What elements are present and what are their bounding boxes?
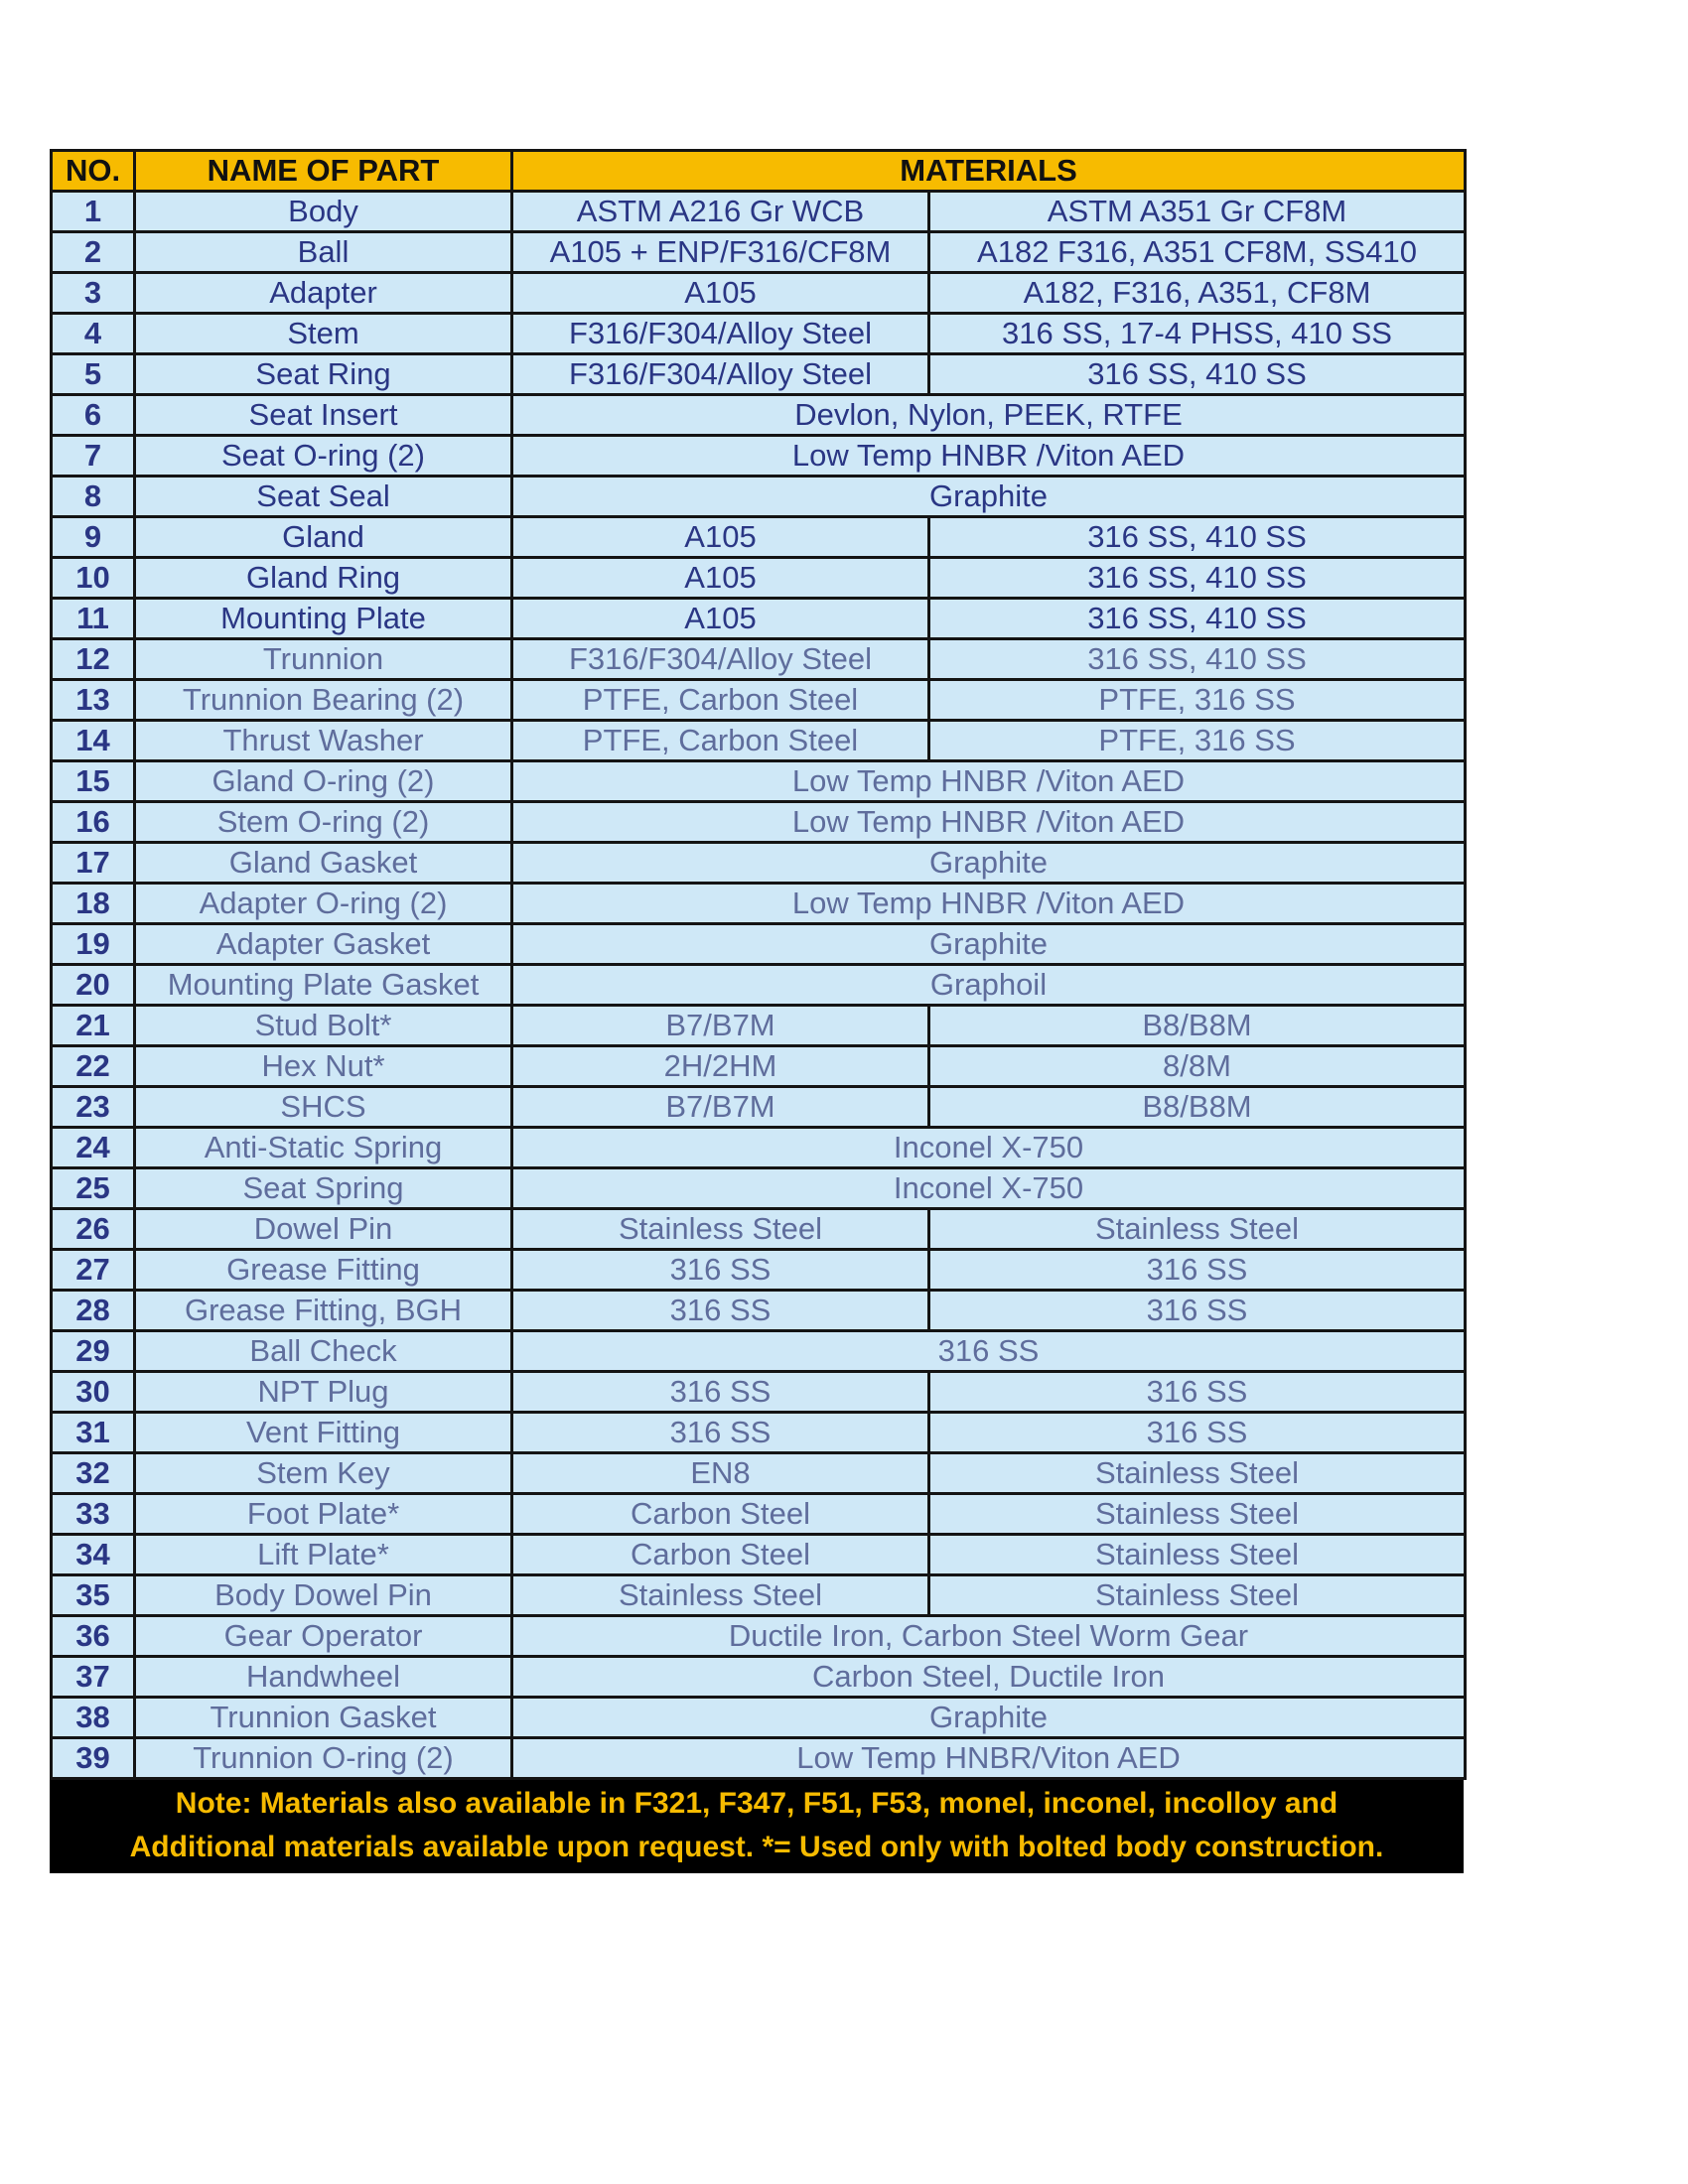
table-row (52, 1575, 1466, 1616)
material-combined: Low Temp HNBR /Viton AED (512, 436, 1466, 477)
table-row (52, 517, 1466, 558)
row-number: 27 (52, 1250, 135, 1291)
material-option-2: PTFE, 316 SS (929, 680, 1466, 721)
material-option-1: B7/B7M (512, 1087, 929, 1128)
table-row (52, 965, 1466, 1006)
part-name: Stem O-ring (2) (135, 802, 512, 843)
material-combined: Inconel X-750 (512, 1168, 1466, 1209)
row-number: 38 (52, 1698, 135, 1738)
part-name: Mounting Plate (135, 599, 512, 639)
table-row (52, 1168, 1466, 1209)
row-number: 36 (52, 1616, 135, 1657)
row-number: 17 (52, 843, 135, 884)
materials-sheet (50, 149, 1464, 1873)
note-line-1: Note: Materials also available in F321, F347, F51, F53, monel, inconel, incolloy and (175, 1787, 1338, 1820)
table-row (52, 232, 1466, 273)
material-option-2: 316 SS (929, 1291, 1466, 1331)
table-row (52, 1616, 1466, 1657)
material-option-1: 2H/2HM (512, 1046, 929, 1087)
table-row (52, 1209, 1466, 1250)
part-name: Body Dowel Pin (135, 1575, 512, 1616)
table-row (52, 761, 1466, 802)
row-number: 22 (52, 1046, 135, 1087)
table-row (52, 1657, 1466, 1698)
table-row (52, 884, 1466, 924)
table-row (52, 721, 1466, 761)
part-name: Adapter Gasket (135, 924, 512, 965)
part-name: Gland Gasket (135, 843, 512, 884)
part-name: Grease Fitting, BGH (135, 1291, 512, 1331)
table-row (52, 477, 1466, 517)
material-option-1: F316/F304/Alloy Steel (512, 639, 929, 680)
part-name: Thrust Washer (135, 721, 512, 761)
row-number: 14 (52, 721, 135, 761)
material-option-1: A105 (512, 273, 929, 314)
header-materials: MATERIALS (512, 151, 1466, 192)
row-number: 13 (52, 680, 135, 721)
row-number: 8 (52, 477, 135, 517)
material-combined: Low Temp HNBR /Viton AED (512, 802, 1466, 843)
part-name: Seat Seal (135, 477, 512, 517)
table-row (52, 802, 1466, 843)
row-number: 19 (52, 924, 135, 965)
material-option-2: A182, F316, A351, CF8M (929, 273, 1466, 314)
table-row (52, 1738, 1466, 1779)
material-combined: Low Temp HNBR /Viton AED (512, 884, 1466, 924)
part-name: Adapter (135, 273, 512, 314)
material-option-2: Stainless Steel (929, 1453, 1466, 1494)
row-number: 5 (52, 354, 135, 395)
part-name: Ball (135, 232, 512, 273)
material-option-1: 316 SS (512, 1372, 929, 1413)
part-name: Ball Check (135, 1331, 512, 1372)
row-number: 26 (52, 1209, 135, 1250)
material-combined: Carbon Steel, Ductile Iron (512, 1657, 1466, 1698)
material-combined: Ductile Iron, Carbon Steel Worm Gear (512, 1616, 1466, 1657)
table-row (52, 680, 1466, 721)
row-number: 9 (52, 517, 135, 558)
part-name: Stud Bolt* (135, 1006, 512, 1046)
material-option-2: 316 SS, 410 SS (929, 639, 1466, 680)
material-option-1: F316/F304/Alloy Steel (512, 314, 929, 354)
table-row (52, 1453, 1466, 1494)
table-row (52, 395, 1466, 436)
table-row (52, 314, 1466, 354)
part-name: Gear Operator (135, 1616, 512, 1657)
table-row (52, 1128, 1466, 1168)
part-name: Trunnion (135, 639, 512, 680)
row-number: 10 (52, 558, 135, 599)
table-row (52, 843, 1466, 884)
material-combined: Low Temp HNBR/Viton AED (512, 1738, 1466, 1779)
row-number: 28 (52, 1291, 135, 1331)
table-row (52, 1494, 1466, 1535)
row-number: 37 (52, 1657, 135, 1698)
row-number: 25 (52, 1168, 135, 1209)
table-row (52, 1372, 1466, 1413)
row-number: 15 (52, 761, 135, 802)
material-combined: Graphite (512, 843, 1466, 884)
material-option-1: A105 (512, 558, 929, 599)
part-name: Gland O-ring (2) (135, 761, 512, 802)
row-number: 24 (52, 1128, 135, 1168)
row-number: 29 (52, 1331, 135, 1372)
part-name: Vent Fitting (135, 1413, 512, 1453)
part-name: Hex Nut* (135, 1046, 512, 1087)
material-combined: Graphite (512, 1698, 1466, 1738)
part-name: Trunnion Bearing (2) (135, 680, 512, 721)
row-number: 23 (52, 1087, 135, 1128)
row-number: 6 (52, 395, 135, 436)
header-name-of-part: NAME OF PART (135, 151, 512, 192)
part-name: Trunnion O-ring (2) (135, 1738, 512, 1779)
table-row (52, 924, 1466, 965)
material-option-2: 316 SS, 410 SS (929, 517, 1466, 558)
header-no: NO. (52, 151, 135, 192)
row-number: 35 (52, 1575, 135, 1616)
material-option-1: B7/B7M (512, 1006, 929, 1046)
material-option-2: A182 F316, A351 CF8M, SS410 (929, 232, 1466, 273)
material-option-2: Stainless Steel (929, 1209, 1466, 1250)
row-number: 30 (52, 1372, 135, 1413)
table-row (52, 599, 1466, 639)
material-option-1: 316 SS (512, 1413, 929, 1453)
table-row (52, 639, 1466, 680)
part-name: Grease Fitting (135, 1250, 512, 1291)
row-number: 12 (52, 639, 135, 680)
table-row (52, 354, 1466, 395)
part-name: Gland Ring (135, 558, 512, 599)
part-name: Trunnion Gasket (135, 1698, 512, 1738)
material-option-2: 316 SS (929, 1413, 1466, 1453)
material-option-2: 8/8M (929, 1046, 1466, 1087)
note-line-2: Additional materials available upon request. *= Used only with bolted body construction. (129, 1831, 1384, 1863)
material-combined: Inconel X-750 (512, 1128, 1466, 1168)
table-row (52, 436, 1466, 477)
material-option-2: B8/B8M (929, 1006, 1466, 1046)
row-number: 33 (52, 1494, 135, 1535)
material-combined: Graphoil (512, 965, 1466, 1006)
part-name: Seat Insert (135, 395, 512, 436)
material-combined: Graphite (512, 924, 1466, 965)
part-name: SHCS (135, 1087, 512, 1128)
material-option-2: ASTM A351 Gr CF8M (929, 192, 1466, 232)
material-option-1: Stainless Steel (512, 1575, 929, 1616)
table-row (52, 1413, 1466, 1453)
material-option-2: 316 SS, 17-4 PHSS, 410 SS (929, 314, 1466, 354)
row-number: 1 (52, 192, 135, 232)
part-name: Foot Plate* (135, 1494, 512, 1535)
table-row (52, 1535, 1466, 1575)
row-number: 34 (52, 1535, 135, 1575)
parts-materials-table (50, 149, 1467, 1780)
table-row (52, 1291, 1466, 1331)
material-option-2: 316 SS (929, 1372, 1466, 1413)
material-option-2: Stainless Steel (929, 1575, 1466, 1616)
row-number: 21 (52, 1006, 135, 1046)
row-number: 7 (52, 436, 135, 477)
table-row (52, 1331, 1466, 1372)
part-name: Gland (135, 517, 512, 558)
material-option-2: 316 SS, 410 SS (929, 599, 1466, 639)
table-row (52, 1087, 1466, 1128)
material-option-1: ASTM A216 Gr WCB (512, 192, 929, 232)
table-body (52, 192, 1466, 1779)
material-option-1: 316 SS (512, 1250, 929, 1291)
part-name: Lift Plate* (135, 1535, 512, 1575)
part-name: Seat Spring (135, 1168, 512, 1209)
part-name: Seat Ring (135, 354, 512, 395)
material-option-2: 316 SS, 410 SS (929, 354, 1466, 395)
part-name: Stem Key (135, 1453, 512, 1494)
material-combined: Devlon, Nylon, PEEK, RTFE (512, 395, 1466, 436)
table-row (52, 273, 1466, 314)
part-name: Dowel Pin (135, 1209, 512, 1250)
material-option-1: A105 (512, 599, 929, 639)
table-row (52, 1006, 1466, 1046)
table-row (52, 558, 1466, 599)
material-option-1: Carbon Steel (512, 1494, 929, 1535)
row-number: 11 (52, 599, 135, 639)
row-number: 18 (52, 884, 135, 924)
row-number: 31 (52, 1413, 135, 1453)
row-number: 3 (52, 273, 135, 314)
row-number: 2 (52, 232, 135, 273)
material-combined: Low Temp HNBR /Viton AED (512, 761, 1466, 802)
row-number: 32 (52, 1453, 135, 1494)
table-row (52, 1250, 1466, 1291)
material-option-2: Stainless Steel (929, 1494, 1466, 1535)
part-name: Stem (135, 314, 512, 354)
row-number: 39 (52, 1738, 135, 1779)
material-option-1: A105 + ENP/F316/CF8M (512, 232, 929, 273)
row-number: 16 (52, 802, 135, 843)
material-option-2: 316 SS (929, 1250, 1466, 1291)
table-row (52, 1046, 1466, 1087)
material-option-1: F316/F304/Alloy Steel (512, 354, 929, 395)
material-option-1: Carbon Steel (512, 1535, 929, 1575)
part-name: Anti-Static Spring (135, 1128, 512, 1168)
table-header-row (52, 151, 1466, 192)
material-combined: 316 SS (512, 1331, 1466, 1372)
material-option-1: 316 SS (512, 1291, 929, 1331)
material-option-2: B8/B8M (929, 1087, 1466, 1128)
part-name: Mounting Plate Gasket (135, 965, 512, 1006)
part-name: Seat O-ring (2) (135, 436, 512, 477)
material-option-2: Stainless Steel (929, 1535, 1466, 1575)
material-option-2: PTFE, 316 SS (929, 721, 1466, 761)
material-option-1: PTFE, Carbon Steel (512, 680, 929, 721)
row-number: 4 (52, 314, 135, 354)
material-option-1: Stainless Steel (512, 1209, 929, 1250)
material-combined: Graphite (512, 477, 1466, 517)
part-name: NPT Plug (135, 1372, 512, 1413)
row-number: 20 (52, 965, 135, 1006)
note-banner (50, 1780, 1464, 1873)
part-name: Body (135, 192, 512, 232)
material-option-2: 316 SS, 410 SS (929, 558, 1466, 599)
material-option-1: A105 (512, 517, 929, 558)
material-option-1: PTFE, Carbon Steel (512, 721, 929, 761)
part-name: Handwheel (135, 1657, 512, 1698)
table-row (52, 1698, 1466, 1738)
material-option-1: EN8 (512, 1453, 929, 1494)
part-name: Adapter O-ring (2) (135, 884, 512, 924)
table-row (52, 192, 1466, 232)
